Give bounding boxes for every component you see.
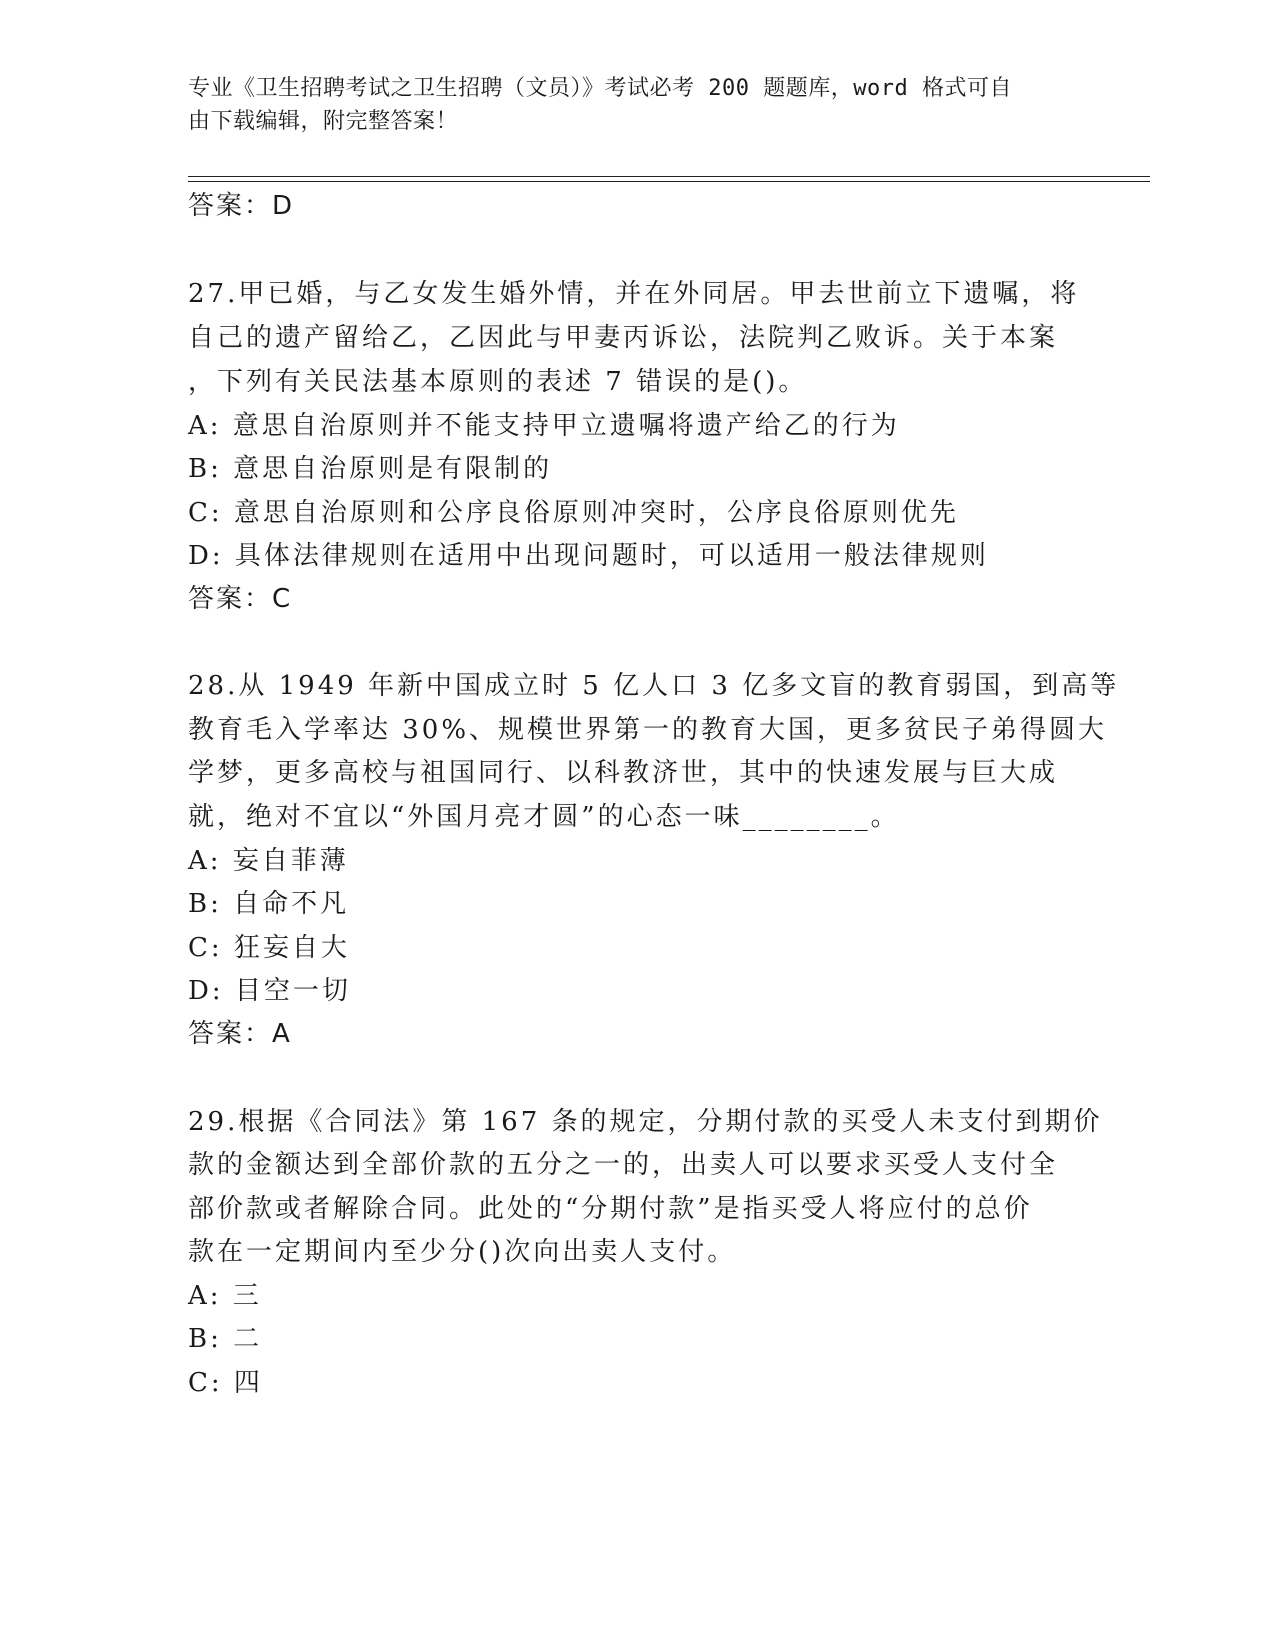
header-rule-bottom [188, 181, 1150, 182]
option-b: B: 意思自治原则是有限制的 [188, 454, 553, 484]
question-text-line: 教育毛入学率达 30%、规模世界第一的教育大国，更多贫民子弟得圆大 [188, 715, 1108, 745]
answer-28 [188, 1018, 292, 1050]
question-text-line: 自己的遗产留给乙，乙因此与甲妻丙诉讼，法院判乙败诉。关于本案 [188, 323, 1059, 353]
option-a: A: 意思自治原则并不能支持甲立遗嘱将遗产给乙的行为 [188, 411, 900, 441]
question-text-line: 部价款或者解除合同。此处的“分期付款”是指买受人将应付的总价 [188, 1194, 1033, 1224]
header-rule-top [188, 176, 1150, 177]
option-b: B: 自命不凡 [188, 889, 350, 919]
answer-label: 答案： [188, 1019, 273, 1049]
question-text-line: 27.甲已婚，与乙女发生婚外情，并在外同居。甲去世前立下遗嘱，将 [188, 279, 1080, 309]
answer-prev [188, 190, 294, 222]
answer-27 [188, 583, 292, 615]
option-a: A: 三 [188, 1281, 262, 1311]
question-text-line: 29.根据《合同法》第 167 条的规定，分期付款的买受人未支付到期价 [188, 1107, 1103, 1137]
option-d: D: 具体法律规则在适用中出现问题时，可以适用一般法律规则 [188, 541, 989, 571]
question-text-line: 学梦，更多高校与祖国同行、以科教济世，其中的快速发展与巨大成 [188, 758, 1059, 788]
option-d: D: 目空一切 [188, 976, 351, 1006]
question-text-line: 28.从 1949 年新中国成立时 5 亿人口 3 亿多文盲的教育弱国，到高等 [188, 671, 1120, 701]
option-c: C: 四 [188, 1368, 263, 1398]
option-b: B: 二 [188, 1324, 263, 1354]
option-c: C: 狂妄自大 [188, 933, 350, 963]
header-line-1: 专业《卫生招聘考试之卫生招聘（文员）》考试必考 200 题题库，word 格式可自 [188, 76, 1012, 101]
option-a: A: 妄自菲薄 [188, 846, 349, 876]
answer-value: D [272, 191, 295, 221]
header-line-2: 由下载编辑，附完整答案！ [188, 109, 459, 134]
question-text-line: 就，绝对不宜以“外国月亮才圆”的心态一味________。 [188, 802, 900, 832]
answer-label: 答案： [188, 584, 273, 614]
answer-label: 答案： [188, 191, 273, 221]
answer-value: C [272, 584, 293, 614]
document-header [188, 72, 1068, 138]
option-c: C: 意思自治原则和公序良俗原则冲突时，公序良俗原则优先 [188, 498, 959, 528]
answer-value: A [272, 1019, 292, 1049]
question-text-line: 款在一定期间内至少分()次向出卖人支付。 [188, 1237, 737, 1267]
question-text-line: ，下列有关民法基本原则的表述 7 错误的是()。 [188, 367, 808, 397]
question-text-line: 款的金额达到全部价款的五分之一的，出卖人可以要求买受人支付全 [188, 1150, 1059, 1180]
